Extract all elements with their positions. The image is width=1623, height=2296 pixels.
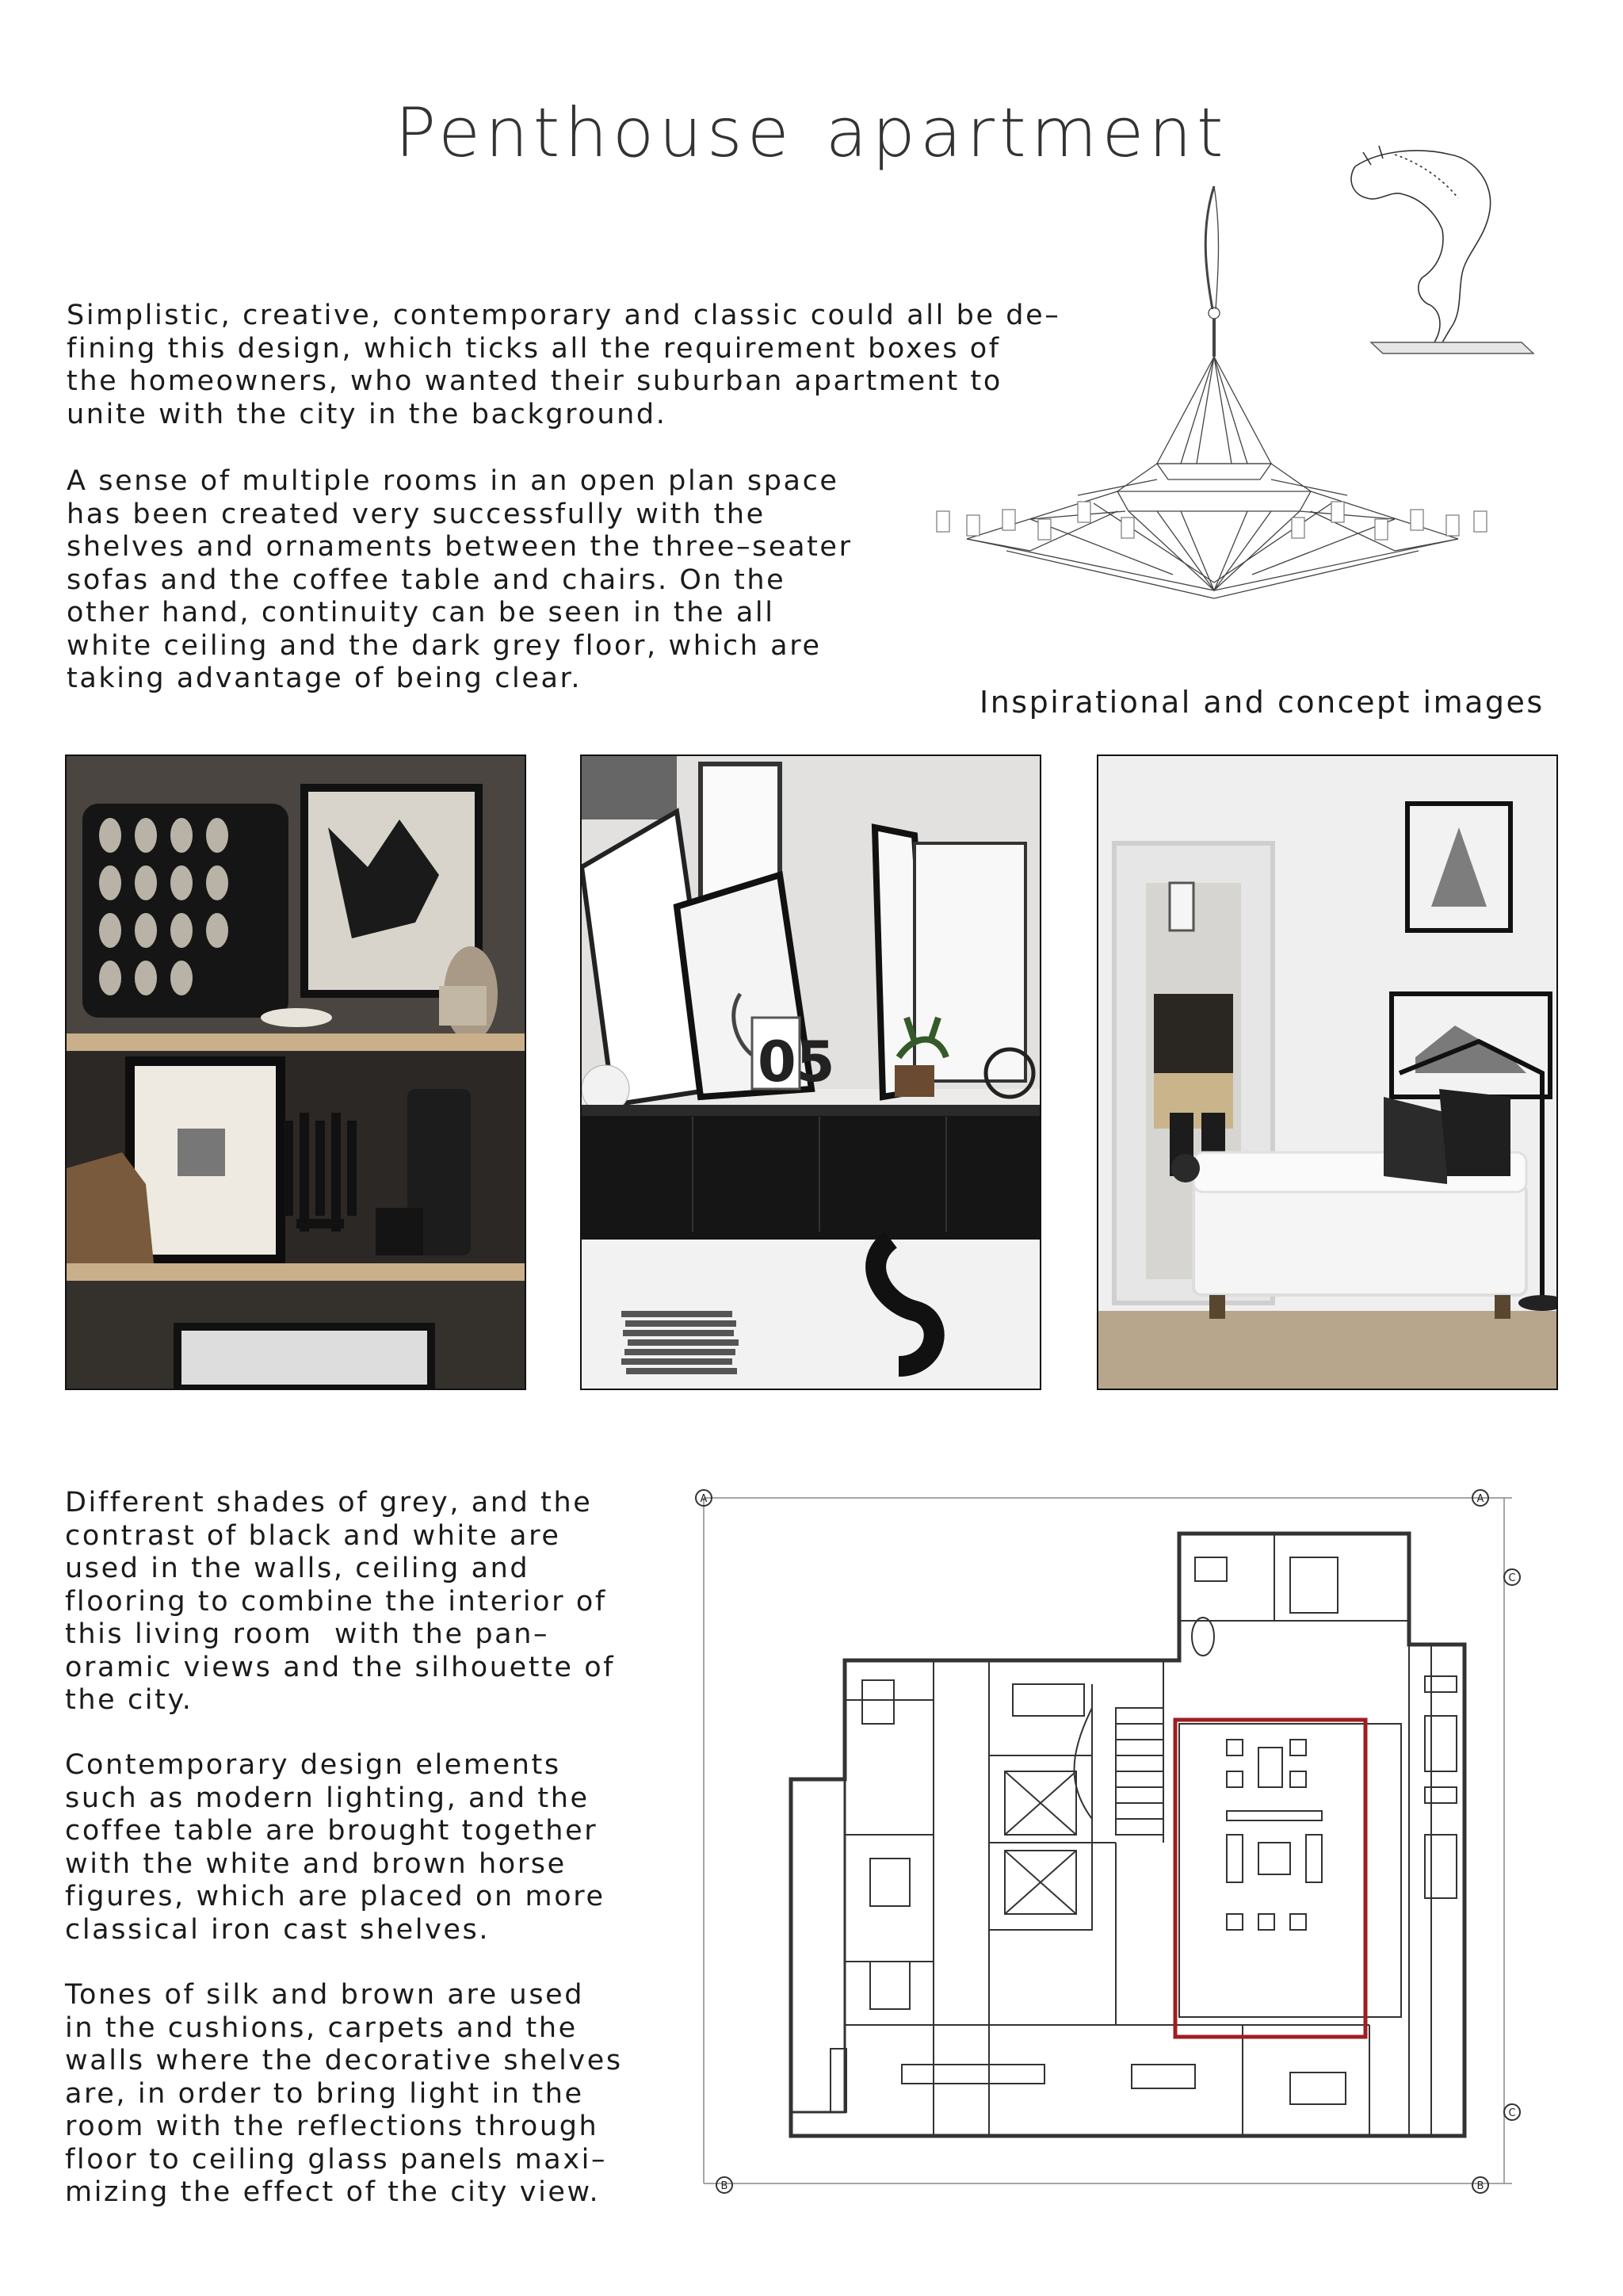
- concept-photo-sideboard: [580, 755, 1041, 1390]
- title-word-2: apartment: [825, 94, 1228, 173]
- body-paragraph-1: Different shades of grey, and the contrast of black and white are used in the walls, ceiling and flooring to combine the interior of this living room with the pan– oramic views and the silhouette of the city.: [65, 1487, 616, 1716]
- concept-photo-shelves: [65, 755, 526, 1390]
- intro-paragraph-2: A sense of multiple rooms in an open plan space has been created very successfully with the shelves and ornaments between the three–seater sofas and the coffee table and chairs. On the other hand, continuity can be seen in the all white ceiling and the dark grey floor, which are taking advantage of being clear.: [67, 465, 853, 694]
- concept-photo-living-room: [1097, 755, 1558, 1390]
- body-paragraph-3: Tones of silk and brown are used in the cushions, carpets and the walls where the decorative shelves are, in order to bring light in the room with the reflections through floor to ceiling glass panels maxi– mizing the effect of the city view.: [65, 1979, 623, 2208]
- grid-mark-a-right: A: [1476, 1493, 1484, 1505]
- body-paragraph-2: Contemporary design elements such as modern lighting, and the coffee table are brought together with the white and brown horse figures, which are placed on more classical iron cast shelves.: [65, 1749, 605, 1946]
- title-word-1: Penthouse: [395, 94, 794, 173]
- horse-figure-sketch: [1323, 135, 1553, 372]
- grid-mark-b-left: B: [720, 2180, 728, 2192]
- living-room-highlight: [1175, 1720, 1365, 2037]
- grid-mark-c-bottom: C: [1508, 2107, 1516, 2119]
- grid-mark-b-right: B: [1476, 2180, 1484, 2192]
- floor-plan: [672, 1486, 1552, 2215]
- grid-mark-a-left: A: [700, 1493, 708, 1505]
- grid-mark-c-top: C: [1508, 1572, 1516, 1584]
- svg-text:05: 05: [758, 1030, 835, 1095]
- intro-paragraph-1: Simplistic, creative, contemporary and classic could all be de– fining this design, which ticks all the requirement boxes of the homeowners, who wanted their suburban apartment to unite with the city in the background.: [67, 300, 1061, 430]
- concept-images-caption: Inspirational and concept images: [980, 685, 1545, 720]
